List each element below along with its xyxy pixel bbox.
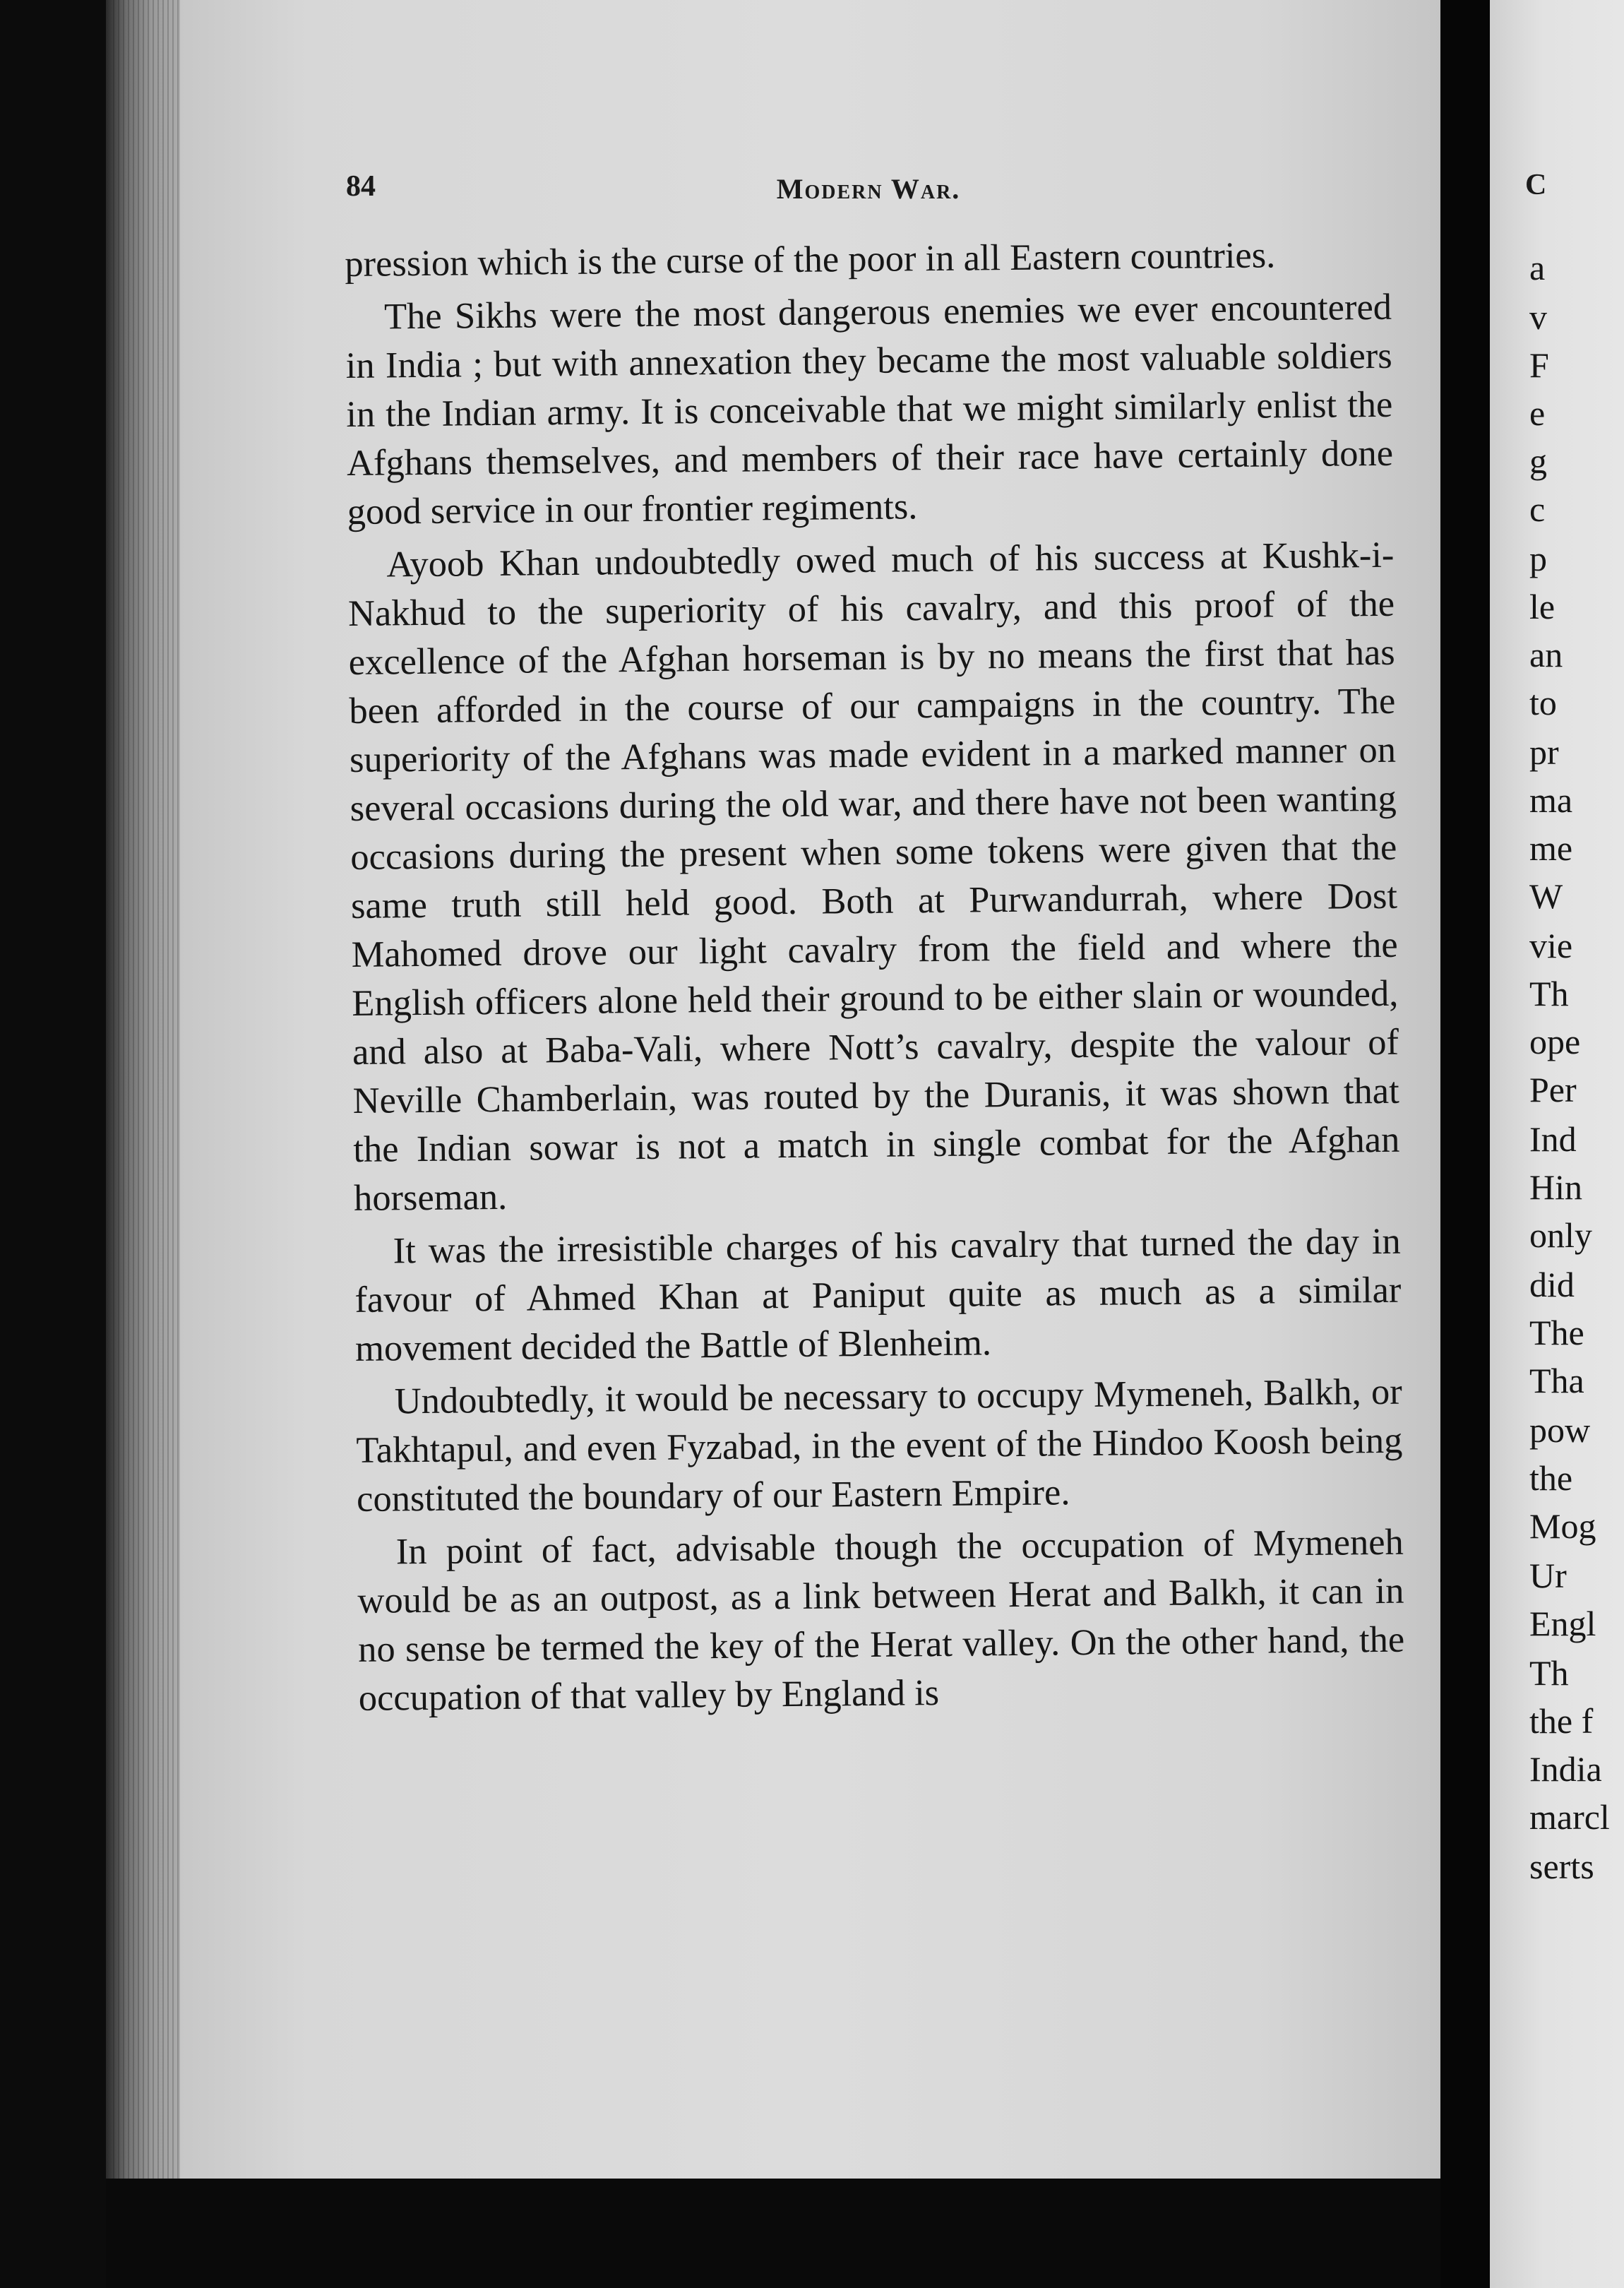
facing-line-start: the f [1529, 1701, 1594, 1741]
facing-line-start: did [1529, 1265, 1575, 1304]
facing-line-start: Tha [1529, 1361, 1584, 1400]
facing-line-start: ope [1529, 1022, 1581, 1061]
facing-line-start: c [1529, 489, 1546, 529]
facing-line-start: marcl [1529, 1797, 1610, 1837]
facing-line-start: India [1529, 1749, 1602, 1789]
facing-line-start: pow [1529, 1410, 1591, 1450]
facing-line-start: ma [1529, 780, 1573, 820]
page-edge-lines [113, 0, 184, 2179]
facing-line-start: Engl [1529, 1604, 1596, 1643]
facing-line-start: W [1529, 876, 1563, 916]
facing-line-start: to [1529, 683, 1557, 722]
facing-line-start: The [1529, 1313, 1584, 1352]
facing-line-start: Ind [1529, 1119, 1577, 1159]
facing-line-start: Th [1529, 974, 1569, 1013]
facing-line-start: le [1529, 587, 1556, 626]
facing-line-start: v [1529, 297, 1547, 337]
facing-line-start: pr [1529, 732, 1559, 772]
facing-running-head: C [1525, 169, 1547, 201]
facing-line-start: the [1529, 1458, 1573, 1498]
facing-line-start: Hin [1529, 1167, 1582, 1207]
page-number: 84 [346, 170, 376, 203]
running-head [346, 169, 1391, 212]
facing-line-start: e [1529, 393, 1546, 433]
paragraph: The Sikhs were the most dangerous enemies we ever encountered in India ; but with annexation they became the most valuable soldiers in the Indian army. It is conceivable that we might similarly enlist the Afghans themselves, and members of their race have certainly done good service in our frontier regiments. [345, 286, 1394, 532]
body-text [345, 230, 1405, 1727]
paragraph: It was the irresistible charges of his cavalry that turned the day in favour of Ahmed Khan at Paniput quite as much as a similar movement decided the Battle of Blenheim. [354, 1220, 1402, 1369]
facing-line-start: F [1529, 345, 1549, 385]
facing-line-start: Ur [1529, 1556, 1567, 1595]
facing-line-start: only [1529, 1215, 1592, 1255]
facing-line-start: g [1529, 441, 1547, 481]
running-title: Modern War. [776, 173, 961, 205]
paragraph: Undoubtedly, it would be necessary to occupy Mymeneh, Balkh, or Takhtapul, and even Fyzabad, in the event of the Hindoo Koosh being constituted the boundary of our Eastern Empire. [356, 1371, 1403, 1520]
book-gutter [1440, 0, 1490, 2288]
facing-line-start: Th [1529, 1653, 1569, 1693]
facing-line-start: p [1529, 539, 1547, 578]
facing-line-start: a [1529, 248, 1546, 287]
facing-line-start: serts [1529, 1847, 1594, 1886]
facing-line-start: Mog [1529, 1506, 1596, 1546]
facing-line-start: vie [1529, 926, 1573, 965]
book-page-right-fragment [1490, 0, 1624, 2288]
paragraph: In point of fact, advisable though the occupation of Mymeneh would be as an outpost, as a link between Herat and Balkh, it can in no sense be termed the key of the Herat valley. On the other hand, the occupation of that valley by England is [357, 1521, 1405, 1719]
facing-line-start: an [1529, 635, 1563, 674]
scan-bottom-margin [106, 2179, 1440, 2288]
paragraph: pression which is the curse of the poor in all Eastern countries. [345, 234, 1276, 285]
paragraph: Ayoob Khan undoubtedly owed much of his success at Kushk-i-Nakhud to the superiority of his cavalry, and this proof of the excellence of the Afghan horseman is by no means the first that has been afforded in the course of our campaigns in the country. The superiority of the Afghans was made evident in a marked manner on several occasions during the old war, and there have not been wanting occasions during the present when some tokens were given that the same truth still held good. Both at Purwandurrah, where Dost Mahomed drove our light cavalry from the field and where the English officers alone held their ground to be either slain or wounded, and also at Baba-Vali, where Nott’s cavalry, despite the valour of Neville Chamberlain, was routed by the Duranis, it was shown that the Indian sowar is not a match in single combat for the Afghan horseman. [347, 534, 1400, 1219]
facing-line-start: Per [1529, 1070, 1577, 1109]
facing-line-start: me [1529, 828, 1573, 868]
